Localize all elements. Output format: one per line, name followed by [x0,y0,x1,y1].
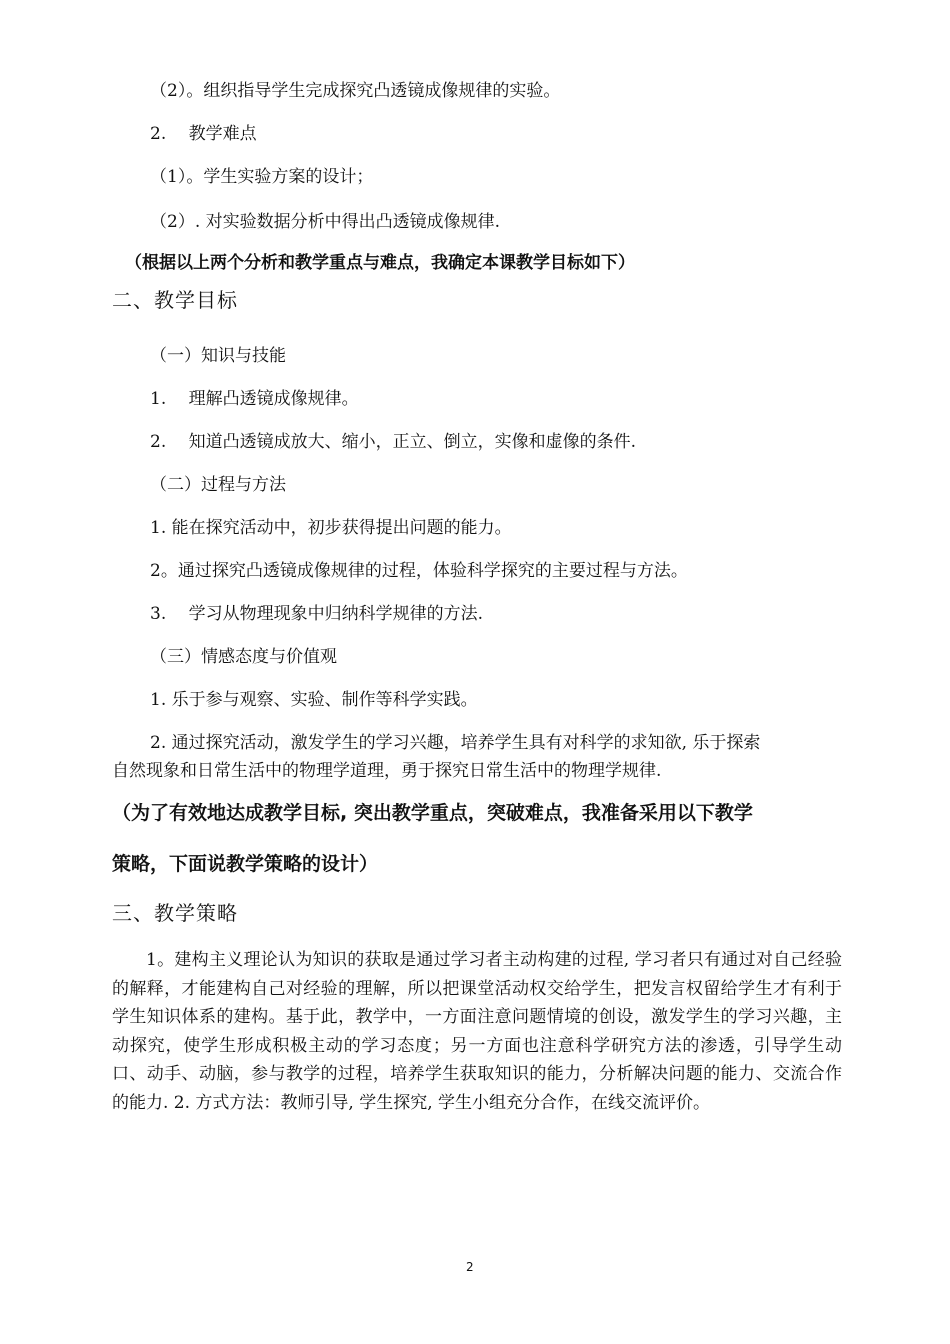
page-number: 2 [466,1260,474,1274]
section-heading-strategy: 三、教学策略 [112,901,238,925]
knowledge-item-2: 2. 知道凸透镜成放大、缩小，正立、倒立，实像和虚像的条件. [150,432,637,452]
transition-note-strategy-line-2: 策略，下面说教学策略的设计） [112,853,379,875]
transition-note-strategy-line-1: （为了有效地达成教学目标, 突出教学重点，突破难点，我准备采用以下教学 [112,802,753,824]
process-item-3: 3. 学习从物理现象中归纳科学规律的方法. [150,604,484,624]
knowledge-item-1: 1. 理解凸透镜成像规律。 [150,389,359,409]
transition-note-objectives: （根据以上两个分析和教学重点与难点，我确定本课教学目标如下） [125,253,635,273]
section-heading-objectives: 二、教学目标 [112,288,238,312]
key-point-2: （2）。组织指导学生完成探究凸透镜成像规律的实验。 [150,81,561,101]
difficulty-item-1: （1）。学生实验方案的设计； [150,167,374,187]
difficulty-heading: 2. 教学难点 [150,124,257,144]
process-item-2: 2。通过探究凸透镜成像规律的过程，体验科学探究的主要过程与方法。 [150,561,688,581]
difficulty-item-2: （2）. 对实验数据分析中得出凸透镜成像规律. [150,212,501,232]
attitude-item-2-line-2: 自然现象和日常生活中的物理学道理，勇于探究日常生活中的物理学规律. [112,761,662,781]
attitude-item-1: 1. 乐于参与观察、实验、制作等科学实践。 [150,690,478,710]
process-item-1: 1. 能在探究活动中，初步获得提出问题的能力。 [150,518,512,538]
subheading-attitude-values: （三）情感态度与价值观 [150,647,337,667]
attitude-item-2-line-1: 2. 通过探究活动，激发学生的学习兴趣，培养学生具有对科学的求知欲, 乐于探索 [150,733,761,753]
subheading-process-methods: （二）过程与方法 [150,475,286,495]
subheading-knowledge-skills: （一）知识与技能 [150,346,286,366]
strategy-paragraph: 1。建构主义理论认为知识的获取是通过学习者主动构建的过程, 学习者只有通过对自己经验的解释，才能建构自己对经验的理解，所以把课堂活动权交给学生，把发言权留给学生才有利于学生知识体系的建构。基于此，教学中，一方面注意问题情境的创设，激发学生的学习兴趣，主动探究，使学生形成积极主动的学习态度；另一方面也注意科学研究方法的渗透，引导学生动口、动手、动脑，参与教学的过程，培养学生获取知识的能力，分析解决问题的能力、交流合作的能力. 2. 方式方法：教师引导, 学生探究, 学生小组充分合作，在线交流评价。 [112,950,842,1113]
